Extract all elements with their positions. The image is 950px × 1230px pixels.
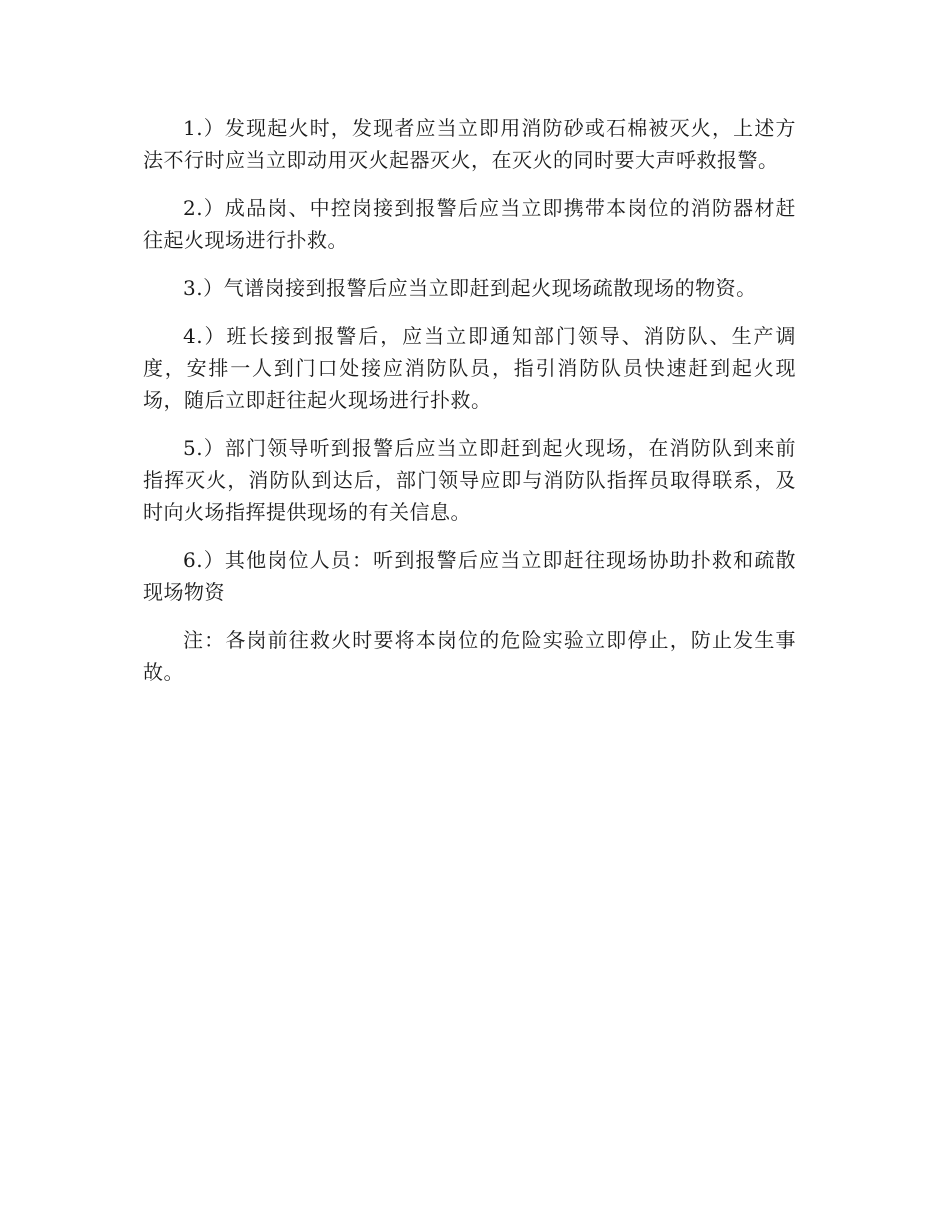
paragraph-step-6: 6.）其他岗位人员：听到报警后应当立即赶往现场协助扑救和疏散现场物资 [143,548,796,604]
paragraph-step-2: 2.）成品岗、中控岗接到报警后应当立即携带本岗位的消防器材赶往起火现场进行扑救。 [143,196,796,252]
document-body [143,112,796,704]
paragraph-step-1: 1.）发现起火时，发现者应当立即用消防砂或石棉被灭火，上述方法不行时应当立即动用灭火起器灭火，在灭火的同时要大声呼救报警。 [143,116,796,172]
paragraph-step-4: 4.）班长接到报警后，应当立即通知部门领导、消防队、生产调度，安排一人到门口处接应消防队员，指引消防队员快速赶到起火现场，随后立即赶往起火现场进行扑救。 [143,324,796,412]
paragraph-note: 注：各岗前往救火时要将本岗位的危险实验立即停止，防止发生事故。 [143,628,796,684]
paragraph-step-3: 3.）气谱岗接到报警后应当立即赶到起火现场疏散现场的物资。 [183,276,757,300]
paragraph-step-5: 5.）部门领导听到报警后应当立即赶到起火现场，在消防队到来前指挥灭火，消防队到达后，部门领导应即与消防队指挥员取得联系，及时向火场指挥提供现场的有关信息。 [143,436,796,524]
